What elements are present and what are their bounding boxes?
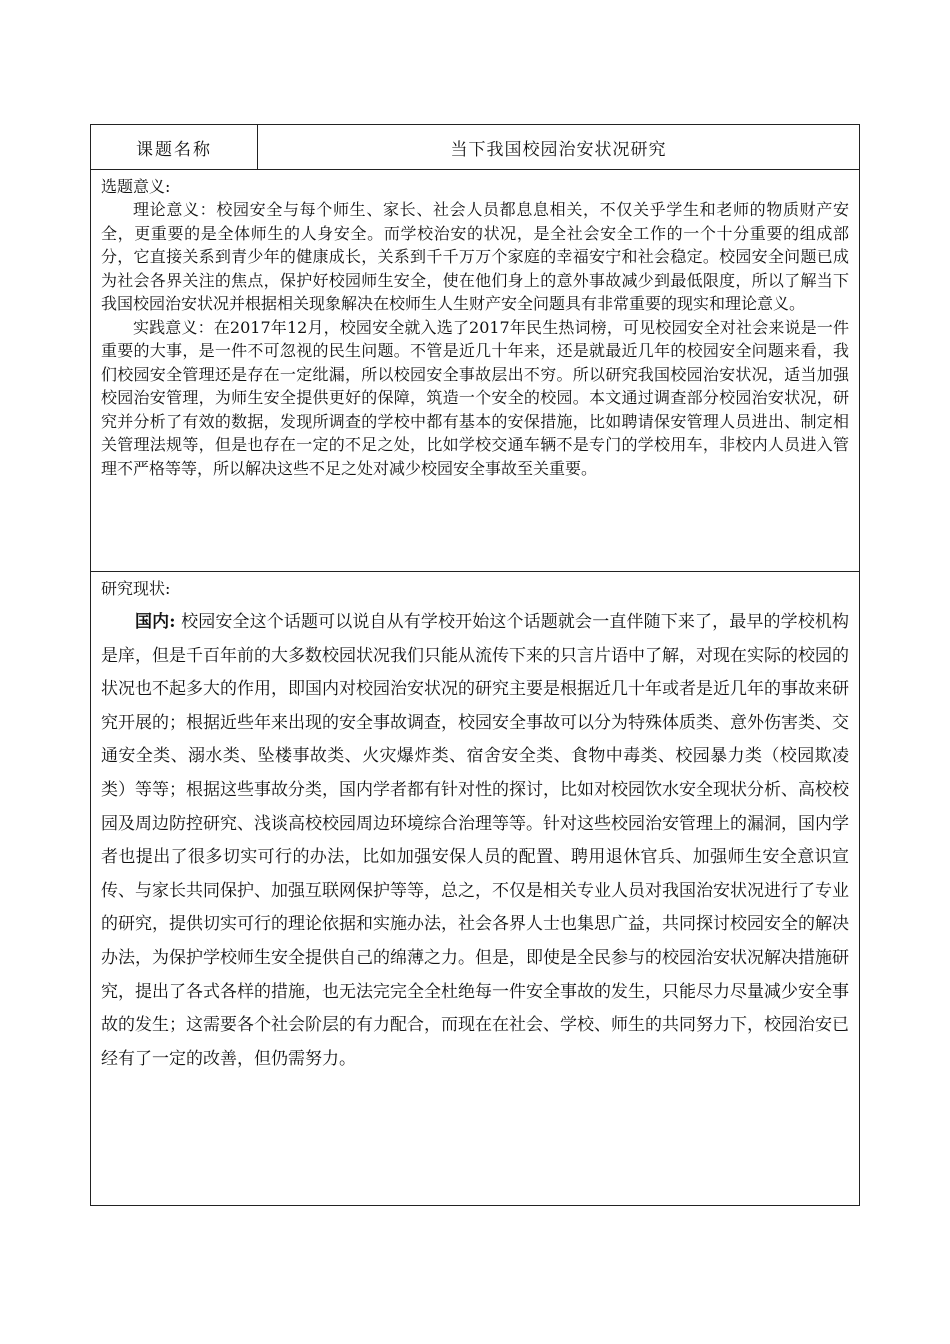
topic-title: 当下我国校园治安状况研究: [450, 139, 667, 160]
domestic-label: 国内:: [135, 612, 176, 632]
significance-section: [91, 170, 859, 572]
status-section: [91, 572, 859, 1205]
topic-label: 课题名称: [91, 125, 258, 169]
domestic-paragraph: [101, 606, 849, 1076]
significance-heading: 选题意义:: [101, 177, 171, 196]
theory-paragraph: 理论意义：校园安全与每个师生、家长、社会人员都息息相关，不仅关乎学生和老师的物质财产安全，更重要的是全体师生的人身安全。而学校治安的状况，是全社会安全工作的一个十分重要的组成部分，它直接关系到青少年的健康成长，关系到千千万万个家庭的幸福安宁和社会稳定。校园安全问题已成为社会各界关注的焦点，保护好校园师生安全，使在他们身上的意外事故减少到最低限度，所以了解当下我国校园治安状况并根据相关现象解决在校师生人生财产安全问题具有非常重要的现实和理论意义。: [101, 200, 849, 313]
status-heading: 研究现状:: [101, 579, 171, 598]
practice-paragraph: 实践意义：在2017年12月，校园安全就入选了2017年民生热词榜，可见校园安全对社会来说是一件重要的大事，是一件不可忽视的民生问题。不管是近几十年来，还是就最近几年的校园安全问题来看，我们校园安全管理还是存在一定纰漏，所以校园安全事故层出不穷。所以研究我国校园治安状况，适当加强校园治安管理，为师生安全提供更好的保障，筑造一个安全的校园。本文通过调查部分校园治安状况，研究并分析了有效的数据，发现所调查的学校中都有基本的安保措施，比如聘请保安管理人员进出、制定相关管理法规等，但是也存在一定的不足之处，比如学校交通车辆不是专门的学校用车，非校内人员进入管理不严格等等，所以解决这些不足之处对减少校园安全事故至关重要。: [101, 317, 849, 478]
domestic-text: 校园安全这个话题可以说自从有学校开始这个话题就会一直伴随下来了，最早的学校机构是庠，但是千百年前的大多数校园状况我们只能从流传下来的只言片语中了解，对现在实际的校园的状况也不起多大的作用，即国内对校园治安状况的研究主要是根据近几十年或者是近几年的事故来研究开展的；根据近些年来出现的安全事故调查，校园安全事故可以分为特殊体质类、意外伤害类、交通安全类、溺水类、坠楼事故类、火灾爆炸类、宿舍安全类、食物中毒类、校园暴力类（校园欺凌类）等等；根据这些事故分类，国内学者都有针对性的探讨，比如对校园饮水安全现状分析、高校校园及周边防控研究、浅谈高校校园周边环境综合治理等等。针对这些校园治安管理上的漏洞，国内学者也提出了很多切实可行的办法，比如加强安保人员的配置、聘用退休官兵、加强师生安全意识宣传、与家长共同保护、加强互联网保护等等，总之，不仅是相关专业人员对我国治安状况进行了专业的研究，提供切实可行的理论依据和实施办法，社会各界人士也集思广益，共同探讨校园安全的解决办法，为保护学校师生安全提供自己的绵薄之力。但是，即使是全民参与的校园治安状况解决措施研究，提出了各式各样的措施，也无法完完全全杜绝每一件安全事故的发生，只能尽力尽量减少安全事故的发生；这需要各个社会阶层的有力配合，而现在在社会、学校、师生的共同努力下，校园治安已经有了一定的改善，但仍需努力。: [101, 612, 850, 1069]
proposal-form: [90, 124, 860, 1206]
title-row: [91, 125, 859, 170]
